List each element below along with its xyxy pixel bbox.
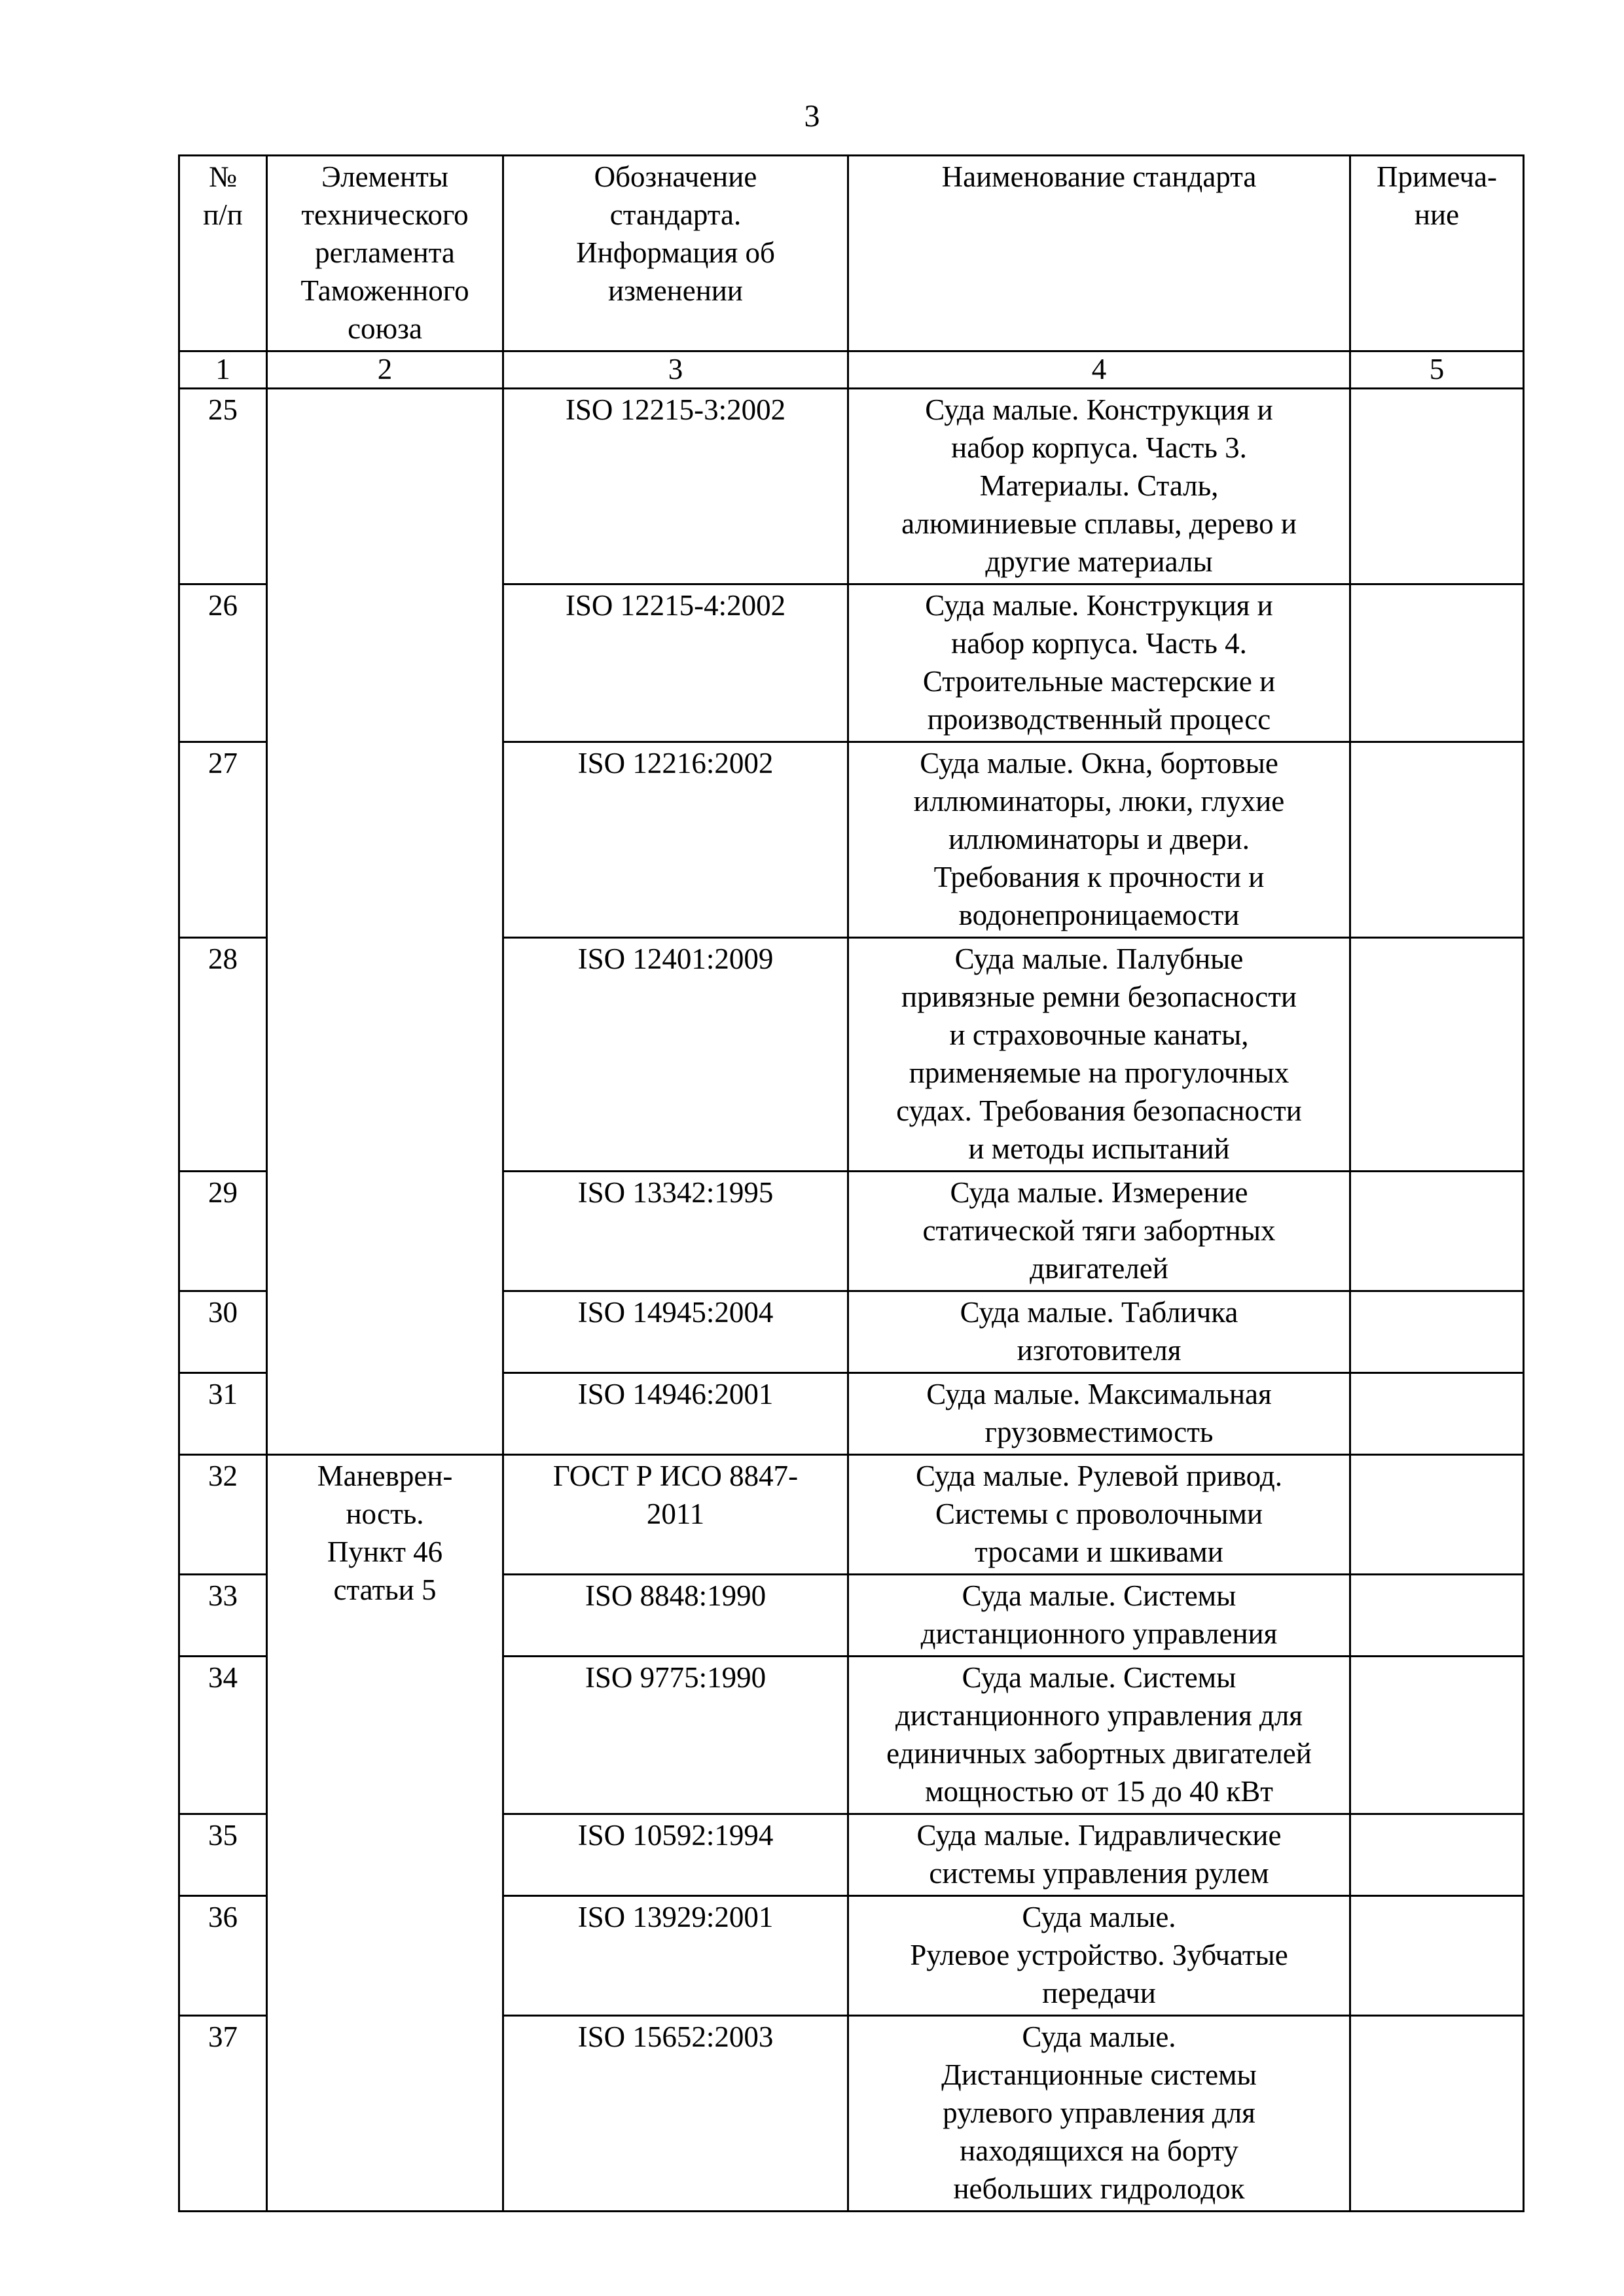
standard-designation: ISO 13342:1995 <box>503 1172 848 1291</box>
standard-name: Суда малые. Конструкция и набор корпуса. Часть 3. Материалы. Сталь, алюминиевые сплавы, дерево и другие материалы <box>848 389 1350 584</box>
standard-designation: ISO 13929:2001 <box>503 1896 848 2016</box>
header-name <box>848 156 1350 351</box>
note-cell <box>1350 2016 1524 2212</box>
table-row <box>179 1455 1524 1575</box>
row-number: 27 <box>179 742 267 938</box>
row-number: 30 <box>179 1291 267 1373</box>
header-number <box>179 156 267 351</box>
note-cell <box>1350 1172 1524 1291</box>
note-cell <box>1350 1455 1524 1575</box>
table-row <box>179 389 1524 584</box>
standard-designation: ISO 12401:2009 <box>503 938 848 1172</box>
standard-name: Суда малые. Системы дистанционного управления для единичных забортных двигателей мощностью от 15 до 40 кВт <box>848 1657 1350 1814</box>
row-number: 29 <box>179 1172 267 1291</box>
page-number: 3 <box>804 99 820 134</box>
note-cell <box>1350 938 1524 1172</box>
column-number-row <box>179 351 1524 389</box>
note-cell <box>1350 742 1524 938</box>
row-number: 33 <box>179 1575 267 1657</box>
standard-name: Суда малые. Конструкция и набор корпуса. Часть 4. Строительные мастерские и производственный процесс <box>848 584 1350 742</box>
element-maneuverability: Маневрен- ность. Пункт 46 статьи 5 <box>267 1455 503 2212</box>
note-cell <box>1350 1373 1524 1455</box>
note-cell <box>1350 1657 1524 1814</box>
header-note <box>1350 156 1524 351</box>
row-number: 31 <box>179 1373 267 1455</box>
standard-name: Суда малые. Рулевое устройство. Зубчатые передачи <box>848 1896 1350 2016</box>
row-number: 34 <box>179 1657 267 1814</box>
standard-designation: ISO 15652:2003 <box>503 2016 848 2212</box>
standard-designation: ISO 12215-4:2002 <box>503 584 848 742</box>
standard-name: Суда малые. Палубные привязные ремни безопасности и страховочные канаты, применяемые на прогулочных судах. Требования безопасности и методы испытаний <box>848 938 1350 1172</box>
header-number-text: № п/п <box>203 160 243 231</box>
column-number: 4 <box>848 351 1350 389</box>
standard-name: Суда малые. Дистанционные системы рулевого управления для находящихся на борту небольших гидролодок <box>848 2016 1350 2212</box>
note-cell <box>1350 1814 1524 1896</box>
standard-designation: ISO 12215-3:2002 <box>503 389 848 584</box>
column-number: 5 <box>1350 351 1524 389</box>
note-cell <box>1350 1896 1524 2016</box>
row-number: 28 <box>179 938 267 1172</box>
note-cell <box>1350 1291 1524 1373</box>
note-cell <box>1350 584 1524 742</box>
standard-name: Суда малые. Окна, бортовые иллюминаторы, люки, глухие иллюминаторы и двери. Требования к прочности и водонепроницаемости <box>848 742 1350 938</box>
table-header-row <box>179 156 1524 351</box>
standard-name: Суда малые. Измерение статической тяги забортных двигателей <box>848 1172 1350 1291</box>
standard-name: Суда малые. Табличка изготовителя <box>848 1291 1350 1373</box>
header-elements <box>267 156 503 351</box>
header-designation <box>503 156 848 351</box>
standard-designation: ISO 12216:2002 <box>503 742 848 938</box>
row-number: 25 <box>179 389 267 584</box>
column-number: 1 <box>179 351 267 389</box>
row-number: 32 <box>179 1455 267 1575</box>
header-note-text: Примеча- ние <box>1377 160 1497 231</box>
standard-designation: ISO 8848:1990 <box>503 1575 848 1657</box>
standard-name: Суда малые. Гидравлические системы управления рулем <box>848 1814 1350 1896</box>
row-number: 35 <box>179 1814 267 1896</box>
row-number: 37 <box>179 2016 267 2212</box>
column-number: 2 <box>267 351 503 389</box>
standard-name: Суда малые. Рулевой привод. Системы с проволочными тросами и шкивами <box>848 1455 1350 1575</box>
header-designation-text: Обозначение стандарта. Информация об изменении <box>576 160 775 307</box>
standard-designation: ISO 9775:1990 <box>503 1657 848 1814</box>
element-cell-continued <box>267 389 503 1455</box>
standard-designation: ISO 14946:2001 <box>503 1373 848 1455</box>
note-cell <box>1350 389 1524 584</box>
standard-designation: ГОСТ Р ИСО 8847- 2011 <box>503 1455 848 1575</box>
note-cell <box>1350 1575 1524 1657</box>
column-number: 3 <box>503 351 848 389</box>
standard-name: Суда малые. Максимальная грузовместимость <box>848 1373 1350 1455</box>
header-elements-text: Элементы технического регламента Таможенного союза <box>300 160 469 345</box>
standard-name: Суда малые. Системы дистанционного управления <box>848 1575 1350 1657</box>
standard-designation: ISO 14945:2004 <box>503 1291 848 1373</box>
header-name-text: Наименование стандарта <box>941 160 1257 193</box>
standards-table <box>178 154 1525 2212</box>
standard-designation: ISO 10592:1994 <box>503 1814 848 1896</box>
row-number: 26 <box>179 584 267 742</box>
row-number: 36 <box>179 1896 267 2016</box>
